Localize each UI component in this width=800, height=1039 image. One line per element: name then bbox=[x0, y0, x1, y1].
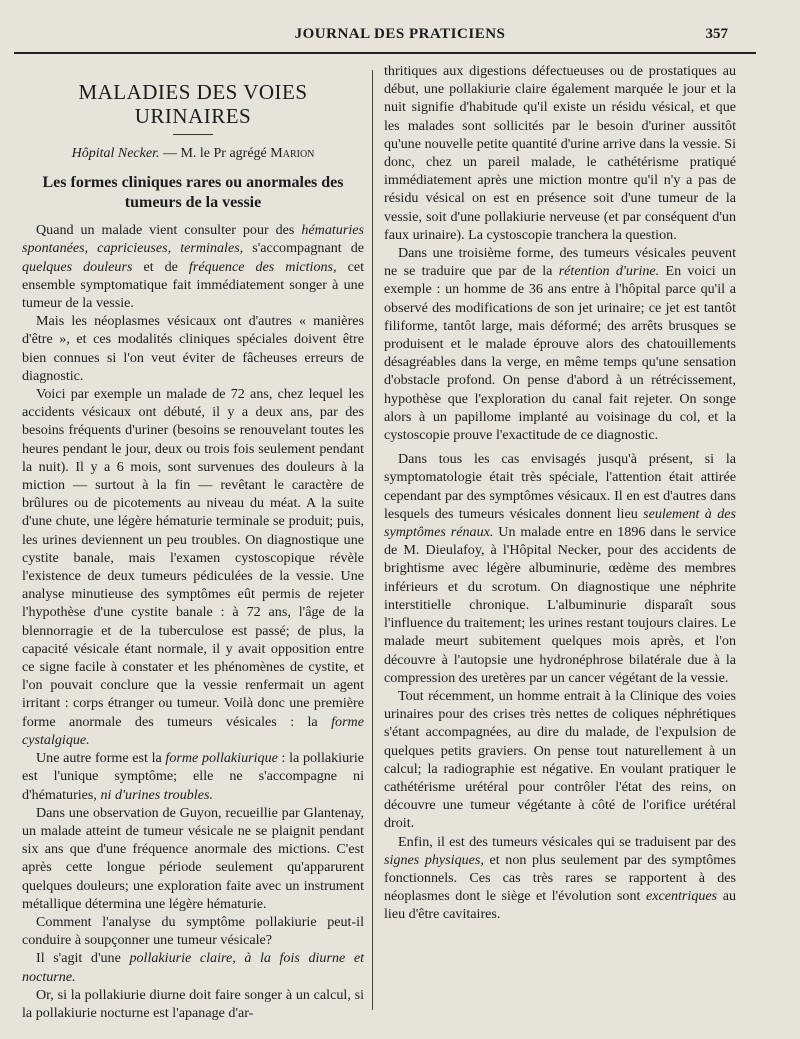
byline-separator: — M. le Pr agrégé bbox=[159, 146, 271, 161]
paragraph: Voici par exemple un malade de 72 ans, chez lequel les accidents vésicaux ont débuté, il y a deux ans, par des besoins fréquents d'uriner (besoins se renouvelant toutes les heures pendant le jour, deux ou trois fois seulement pendant la nuit). Il y a 6 mois, sont survenues des douleurs à la miction — surtout à la fin — revêtant le caractère de brûlures ou de picotements au niveau du méat. A la suite d'une chute, une légère hématurie terminale se produit; puis, les urines deviennent un peu troubles. On diagnostique une cystite banale, mais l'examen cystoscopique révèle l'existence de deux tumeurs pédiculées de la vessie. Une analyse minutieuse des symptômes eût permis de rejeter l'hypothèse d'une cystite banale : à 72 ans, l'âge de la blennorragie et de la tuberculose est passé; de plus, la capacité vésicale étant normale, il y avait opposition entre ce signe facile à constater et les phénomènes de cystite, et l'on pouvait conclure que la vessie renfermait un agent irritant : corps étranger ou tumeur. Voilà donc une première forme anormale des tumeurs vésicales : la forme cystalgique. bbox=[22, 386, 364, 748]
paragraph: Quand un malade vient consulter pour des hématuries spontanées, capricieuses, terminales, s'accompagnant de quelques douleurs et de fréquence des mictions, cet ensemble symptomatique fait immédiatement songer à une tumeur de la vessie. bbox=[22, 222, 364, 312]
paragraph: Dans tous les cas envisagés jusqu'à présent, si la symptomatologie était très spéciale, l'attention était attirée cependant par des symptômes vésicaux. Il en est d'autres dans lesquels des tumeurs vésicales donnent lieu seulement à des symptômes rénaux. Un malade entre en 1896 dans le service de M. Dieulafoy, à l'Hôpital Necker, pour des accidents de brightisme avec légère albuminurie, œdème des membres inférieurs et du scrotum. On diagnostique une néphrite interstitielle chronique. L'albuminurie disparaît sous l'influence du traitement; les urines restant toujours claires. Le malade meurt subitement quelques mois après, et l'on découvre à l'autopsie une hydronéphrose bilatérale due à la compression des uretères par un cancer végétant de la vessie. bbox=[384, 451, 736, 686]
title-rule bbox=[173, 134, 213, 135]
byline-author: Marion bbox=[270, 146, 315, 161]
paragraph: Enfin, il est des tumeurs vésicales qui se traduisent par des signes physiques, et non plus seulement par des symptômes fonctionnels. Ces cas très rares se rapportent à des néoplasmes dont le siège et l'évolution sont excentriques au lieu d'être cavitaires. bbox=[384, 833, 736, 923]
byline-hospital: Hôpital Necker. bbox=[71, 146, 160, 161]
left-column bbox=[22, 62, 364, 1022]
section-title: MALADIES DES VOIES URINAIRES bbox=[78, 80, 308, 128]
paragraph: Tout récemment, un homme entrait à la Clinique des voies urinaires pour des crises très nettes de coliques néphrétiques s'étant accompagnées, au dire du malade, de l'expulsion de quelques petits graviers. On pense tout naturellement à un calcul; la radiographie est négative. En voulant pratiquer le cathétérisme urétéral pour contrôler l'état des reins, on découvre une tumeur végétante à côté de l'orifice urétéral droit. bbox=[384, 687, 736, 832]
paragraph: Mais les néoplasmes vésicaux ont d'autres « manières d'être », et ces modalités cliniques spéciales doivent être bien connues si l'on veut éviter de fâcheuses erreurs de diagnostic. bbox=[22, 313, 364, 384]
running-head bbox=[0, 26, 800, 48]
paragraph: Dans une troisième forme, des tumeurs vésicales peuvent ne se traduire que par de la rétention d'urine. En voici un exemple : un homme de 36 ans entre à l'hôpital parce qu'il a observé des modifications de son jet urinaire; ce jet est tantôt filiforme, tantôt large, mais déformé; des arrêts brusques se produisent et le malade éprouve alors des chatouillements désagréables dans la verge, en même temps qu'une sensation d'obstacle profond. On pense d'abord à un rétrécissement, hypothèse que l'exploration du canal fait rejeter. On songe alors à un papillome implanté au voisinage du col, et la cystoscopie prouve l'exactitude de ce diagnostic. bbox=[384, 245, 736, 444]
paragraph: Une autre forme est la forme pollakiurique : la pollakiurie est l'unique symptôme; elle ne s'accompagne ni d'hématuries, ni d'urines troubles. bbox=[22, 750, 364, 803]
page-number: 357 bbox=[705, 26, 728, 42]
paragraph: Dans une observation de Guyon, recueillie par Glantenay, un malade atteint de tumeur vésicale ne se plaignit pendant six ans que d'une fréquence anormale des mictions. C'est après cette longue période seulement qu'apparurent quelques douleurs; une exploration faite avec un instrument métallique détermina une légère hématurie. bbox=[22, 804, 364, 912]
paragraph: Comment l'analyse du symptôme pollakiurie peut-il conduire à soupçonner une tumeur vésicale? bbox=[22, 913, 364, 949]
paragraph: thritiques aux digestions défectueuses ou de prostatiques au début, une pollakiurie claire également marquée le jour et la nuit signifie d'habitude qu'il existe un résidu vésical, et que les malades sont sollicités par le besoin d'uriner aussitôt qu'une nouvelle petite quantité d'urine arrive dans la vessie. Si donc, chez un pareil malade, le cathétérisme pratiqué immédiatement après une miction montre qu'il n'y a pas de résidu vésical on est en présence soit d'une tumeur de la vessie, soit d'une pollakiurie nerveuse (et par conséquent d'un faux urinaire). La cystoscopie tranchera la question. bbox=[384, 63, 736, 243]
right-column bbox=[384, 62, 736, 924]
running-title: JOURNAL DES PRATICIENS bbox=[294, 26, 506, 42]
article-subtitle: Les formes cliniques rares ou anormales des tumeurs de la vessie bbox=[42, 174, 344, 212]
paragraph: Or, si la pollakiurie diurne doit faire songer à un calcul, si la pollakiurie nocturne est l'apanage d'ar- bbox=[22, 986, 364, 1021]
paragraph: Il s'agit d'une pollakiurie claire, à la fois diurne et nocturne. bbox=[22, 950, 364, 985]
header-rule bbox=[14, 52, 756, 54]
byline bbox=[22, 145, 364, 163]
column-divider bbox=[372, 70, 373, 1010]
